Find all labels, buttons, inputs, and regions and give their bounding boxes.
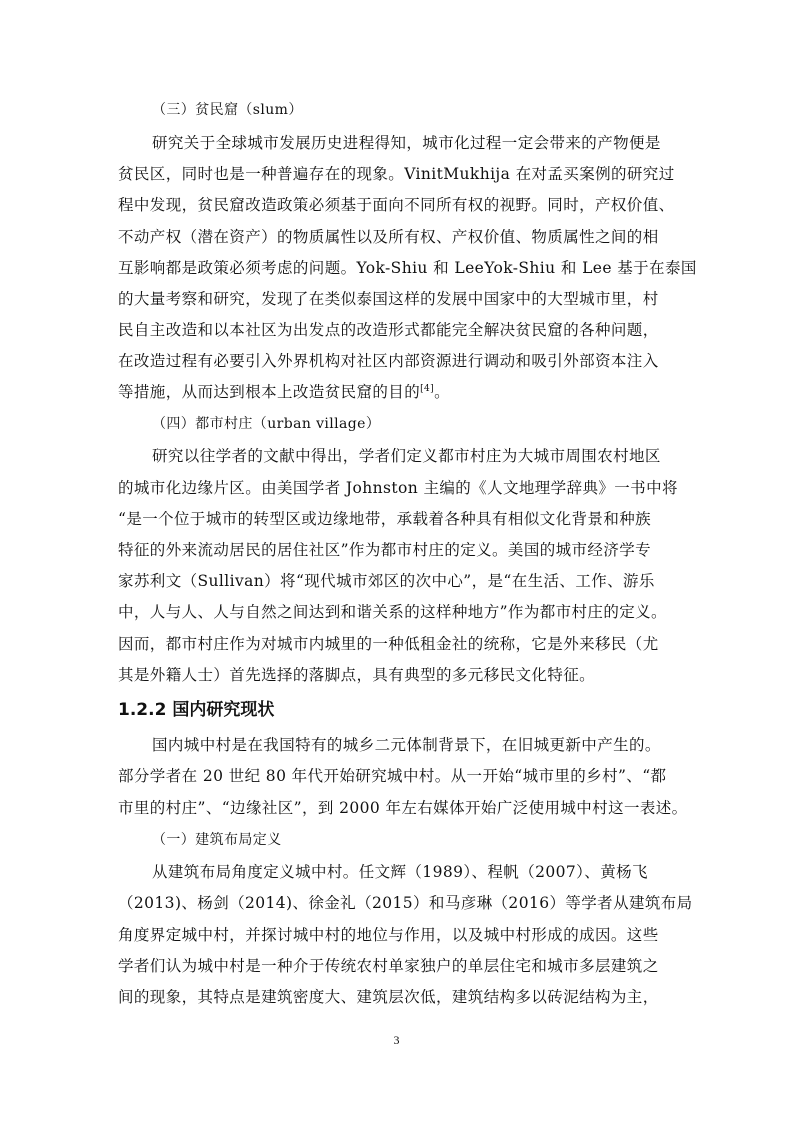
paragraph-line: 的城市化边缘片区。由美国学者 Johnston 主编的《人文地理学辞典》一书中将	[118, 479, 678, 497]
paragraph-text: 等措施，从而达到根本上改造贫民窟的目的	[118, 383, 421, 401]
paragraph-line: 因而，都市村庄作为对城市内城里的一种低租金社的统称，它是外来移民（尤	[118, 635, 659, 653]
section-heading-domestic: 1.2.2 国内研究现状	[118, 700, 275, 720]
page-number: 3	[393, 1033, 400, 1047]
paragraph-line: 学者们认为城中村是一种介于传统农村单家独户的单层住宅和城市多层建筑之	[118, 957, 659, 975]
paragraph-line: 市里的村庄”、“边缘社区”，到 2000 年左右媒体开始广泛使用城中村这一表述。	[118, 799, 688, 817]
section-title-layout: （一）建筑布局定义	[152, 832, 282, 848]
paragraph-line: 的大量考察和研究，发现了在类似泰国这样的发展中国家中的大型城市里，村	[118, 290, 659, 308]
paragraph-line: 间的现象，其特点是建筑密度大、建筑层次低，建筑结构多以砖泥结构为主，	[118, 988, 659, 1006]
paragraph-line: 研究以往学者的文献中得出，学者们定义都市村庄为大城市周围农村地区	[152, 447, 661, 465]
paragraph-line: （2013)、杨剑（2014)、徐金礼（2015）和马彦琳（2016）等学者从建筑布局	[118, 894, 693, 912]
paragraph-line	[118, 382, 680, 402]
section-title-urban-village: （四）都市村庄（urban village）	[152, 416, 381, 432]
section-title-slum: （三）贫民窟（slum）	[152, 102, 303, 118]
paragraph-line: 特征的外来流动居民的居住社区”作为都市村庄的定义。美国的城市经济学专	[118, 541, 652, 559]
paragraph-line: 其是外籍人士）首先选择的落脚点，具有典型的多元移民文化特征。	[118, 666, 596, 684]
citation-ref: [4]	[420, 383, 435, 394]
paragraph-line: 不动产权（潜在资产）的物质属性以及所有权、产权价值、物质属性之间的相	[118, 228, 659, 246]
paragraph-line: 研究关于全球城市发展历史进程得知，城市化过程一定会带来的产物便是	[152, 134, 661, 152]
paragraph-line: 家苏利文（Sullivan）将“现代城市郊区的次中心”，是“在生活、工作、游乐	[118, 572, 655, 590]
paragraph-text: 。	[434, 383, 450, 401]
paragraph-line: 从建筑布局角度定义城中村。任文辉（1989）、程帆（2007）、黄杨飞	[152, 863, 648, 881]
paragraph-line: 中，人与人、人与自然之间达到和谐关系的这样种地方”作为都市村庄的定义。	[118, 603, 667, 621]
paragraph-line: 贫民区，同时也是一种普遍存在的现象。VinitMukhija 在对孟买案例的研究过	[118, 165, 675, 183]
paragraph-line: 在改造过程有必要引入外界机构对社区内部资源进行调动和吸引外部资本注入	[118, 352, 659, 370]
paragraph-line: 角度界定城中村，并探讨城中村的地位与作用，以及城中村形成的成因。这些	[118, 926, 659, 944]
paragraph-line: 互影响都是政策必须考虑的问题。Yok-Shiu 和 LeeYok-Shiu 和 Lee 基于在泰国	[118, 259, 697, 277]
paragraph-line: 程中发现，贫民窟改造政策必须基于面向不同所有权的视野。同时，产权价值、	[118, 196, 675, 214]
paragraph-line: “是一个位于城市的转型区或边缘地带，承载着各种具有相似文化背景和种族	[118, 510, 652, 528]
paragraph-line: 民自主改造和以本社区为出发点的改造形式都能完全解决贫民窟的各种问题，	[118, 321, 659, 339]
paragraph-line: 国内城中村是在我国特有的城乡二元体制背景下，在旧城更新中产生的。	[152, 736, 661, 754]
paragraph-line: 部分学者在 20 世纪 80 年代开始研究城中村。从一开始“城市里的乡村”、“都	[118, 767, 667, 785]
